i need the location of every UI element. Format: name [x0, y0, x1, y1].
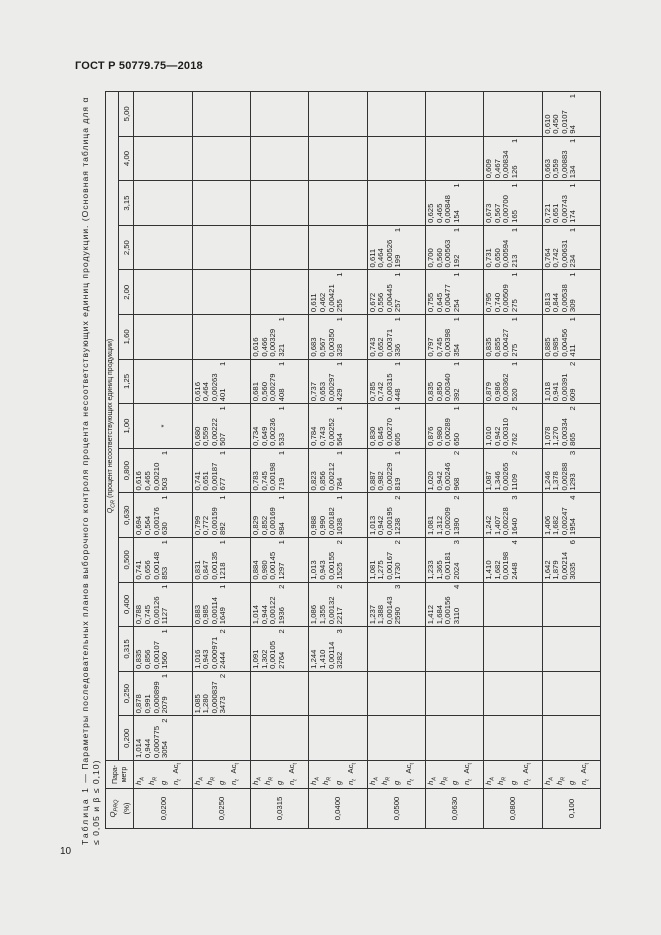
col-header-qaql: $Q_{PRQ}$ (%) [106, 789, 134, 829]
qcr-column-header: 2,00 [119, 270, 134, 315]
empty-cell [134, 92, 192, 137]
page-header: ГОСТ Р 50779.75—2018 [75, 60, 203, 72]
qcr-column-header: 0,400 [119, 582, 134, 627]
plan-cell: 0,737 0,653 0,00297 429 1 [309, 359, 367, 404]
qaql-cell: 0,100 [542, 789, 600, 829]
empty-cell [309, 92, 367, 137]
table-row [134, 92, 192, 829]
plan-cell: 0,783 0,745 0,00198 719 1 [251, 448, 309, 493]
plan-cell: 0,883 0,985 0,00114 1649 1 [192, 582, 250, 627]
ac-label: $Ac_t$ [520, 763, 533, 774]
empty-cell [192, 181, 250, 226]
param-label: g [275, 780, 285, 785]
param-labels-cell [192, 761, 250, 789]
qcr-column-header: 1,60 [119, 315, 134, 360]
plan-cell: 0,663 0,559 0,00883 134 1 [542, 136, 600, 181]
empty-cell [542, 582, 600, 627]
param-label: $h_A$ [192, 777, 205, 785]
plan-cell: 1,237 1,388 0,00143 2590 3 [367, 582, 425, 627]
qcr-column-header: 0,200 [119, 716, 134, 761]
table-caption [80, 91, 102, 845]
caption-text: — Параметры последовательных планов выборочного контроля процента несоответствующих единиц продукции. (Основная таблица для α ≤ 0,05 и β ≤ 0,10) [80, 96, 101, 845]
plan-cell: 0,616 0,465 0,00210 503 1 [134, 448, 192, 493]
plan-cell: 0,741 0,656 0,00148 853 1 [134, 538, 192, 583]
plan-cell: 1,086 1,355 0,00132 2217 2 [309, 582, 367, 627]
plan-cell: 1,014 0,944 0,000775 3054 2 [134, 716, 192, 761]
plan-cell: 1,233 1,365 0,00181 2024 3 [425, 538, 483, 583]
plan-cell: 0,784 0,743 0,00252 564 1 [309, 404, 367, 449]
empty-cell [425, 671, 483, 716]
ac-label: $Ac_t$ [170, 763, 183, 774]
plan-cell: 0,611 0,464 0,00526 199 1 [367, 225, 425, 270]
plan-cell: 0,611 0,462 0,00421 255 1 [309, 270, 367, 315]
param-label: $h_R$ [321, 776, 333, 785]
qaql-cell: 0,0800 [484, 789, 542, 829]
plan-cell: 0,829 0,852 0,00169 984 1 [251, 493, 309, 538]
empty-cell [134, 136, 192, 181]
ac-label: $Ac_t$ [462, 763, 474, 774]
param-label: $h_A$ [484, 777, 496, 785]
plan-cell: 1,244 1,410 0,00114 3282 3 [309, 627, 367, 672]
header-row-qcr-values [119, 92, 134, 829]
empty-cell [251, 270, 309, 315]
plan-cell: 0,700 0,560 0,00563 192 1 [425, 225, 483, 270]
empty-cell [309, 136, 367, 181]
plan-cell: 1,412 1,684 0,00156 3110 4 [425, 582, 483, 627]
plan-cell: 0,788 0,745 0,00126 1127 1 [134, 582, 192, 627]
plan-cell: 1,020 0,942 0,00246 968 2 [425, 448, 483, 493]
plan-cell: 0,616 0,464 0,00263 401 1 [192, 359, 250, 404]
param-label: g [450, 780, 460, 785]
plan-cell: 1,242 1,407 0,00228 1640 3 [484, 493, 542, 538]
empty-cell [251, 136, 309, 181]
param-label: $h_A$ [251, 777, 263, 785]
param-label: $h_R$ [496, 776, 508, 785]
col-header-qcr: $Q_{CR}$ (процент несоответствующих единиц продукции) [106, 92, 119, 761]
qcr-column-header: 0,315 [119, 627, 134, 672]
plan-cell: 0,988 0,990 0,00182 1038 1 [309, 493, 367, 538]
plan-cell: 0,830 0,845 0,00270 605 1 [367, 404, 425, 449]
empty-cell [192, 92, 250, 137]
plan-cell: 0,797 0,745 0,00398 354 1 [425, 315, 483, 360]
plan-cell: 1,081 1,275 0,00167 1730 2 [367, 538, 425, 583]
plan-cell: 0,673 0,567 0,00700 165 1 [484, 181, 542, 226]
empty-cell [309, 225, 367, 270]
qaql-cell: 0,0500 [367, 789, 425, 829]
plan-cell: 0,680 0,559 0,00222 507 1 [192, 404, 250, 449]
plan-cell: 1,018 0,941 0,00391 609 2 [542, 359, 600, 404]
param-label: g [216, 780, 226, 785]
param-labels-cell [251, 761, 309, 789]
param-label: $h_A$ [425, 777, 438, 785]
param-label: $h_R$ [204, 776, 217, 785]
plan-cell: 1,013 0,943 0,00155 1525 2 [309, 538, 367, 583]
plan-cell: 1,246 1,378 0,00288 1293 3 [542, 448, 600, 493]
param-label: $n_t$ [287, 779, 299, 785]
qaql-cell: 0,0630 [425, 789, 483, 829]
param-label: g [158, 780, 168, 785]
param-labels-cell [367, 761, 425, 789]
qcr-column-header: 4,00 [119, 136, 134, 181]
plan-cell: 0,694 0,564 0,00176 630 1 [134, 493, 192, 538]
plan-cell: 0,885 0,985 0,00456 411 1 [542, 315, 600, 360]
param-labels-cell [309, 761, 367, 789]
plan-cell: 1,085 1,280 0,000837 3473 2 [192, 671, 250, 716]
plan-cell: 0,764 0,742 0,00631 234 1 [542, 225, 600, 270]
empty-cell [192, 225, 250, 270]
param-label: $n_t$ [229, 779, 241, 785]
plan-cell: 0,609 0,467 0,00834 126 1 [484, 136, 542, 181]
plan-cell: 0,741 0,651 0,00187 677 1 [192, 448, 250, 493]
empty-cell [192, 270, 250, 315]
qcr-column-header: 5,00 [119, 92, 134, 137]
empty-cell [367, 136, 425, 181]
empty-cell [309, 181, 367, 226]
param-label: $n_t$ [462, 779, 474, 785]
param-labels-cell [425, 761, 483, 789]
empty-cell [192, 136, 250, 181]
qaql-cell: 0,0250 [192, 789, 250, 829]
plan-cell: 0,799 0,772 0,00159 892 1 [192, 493, 250, 538]
param-labels-cell [484, 761, 542, 789]
param-label: $n_t$ [520, 779, 533, 785]
caption-label: Таблица 1 [80, 786, 90, 845]
empty-cell [309, 716, 367, 761]
ac-label: $Ac_t$ [404, 763, 416, 774]
qaql-cell: 0,0200 [134, 789, 192, 829]
param-label: $n_t$ [404, 779, 416, 785]
plan-cell: 0,823 0,856 0,00212 784 1 [309, 448, 367, 493]
empty-cell [484, 92, 542, 137]
empty-cell [134, 181, 192, 226]
plan-cell: 0,878 0,991 0,000899 2079 1 [134, 671, 192, 716]
plan-cell: 0,681 0,560 0,00279 408 1 [251, 359, 309, 404]
empty-cell [367, 181, 425, 226]
empty-cell [251, 716, 309, 761]
ac-label: $Ac_t$ [345, 763, 358, 774]
plan-cell: 1,081 1,312 0,00209 1390 2 [425, 493, 483, 538]
param-label: $h_A$ [309, 777, 321, 785]
table-row [309, 92, 367, 829]
plan-cell: 0,672 0,556 0,00445 257 1 [367, 270, 425, 315]
empty-cell [425, 716, 483, 761]
plan-cell: 0,835 0,855 0,00427 275 1 [484, 315, 542, 360]
param-label: $h_R$ [379, 776, 392, 785]
plan-cell: 0,721 0,651 0,00743 174 1 [542, 181, 600, 226]
plan-cell: 1,087 1,346 0,00265 1109 2 [484, 448, 542, 493]
empty-cell [192, 315, 250, 360]
empty-cell [484, 671, 542, 716]
table-row [484, 92, 542, 829]
empty-cell [542, 671, 600, 716]
empty-cell [484, 582, 542, 627]
param-label: $h_A$ [134, 777, 146, 785]
plan-cell: 0,876 0,980 0,00289 650 1 [425, 404, 483, 449]
plan-cell: 0,731 0,650 0,00594 213 1 [484, 225, 542, 270]
empty-cell [134, 315, 192, 360]
qcr-column-header: 1,25 [119, 359, 134, 404]
param-label: g [508, 780, 518, 785]
plan-cell: 1,091 1,302 0,00105 2764 2 [251, 627, 309, 672]
param-label: $n_t$ [170, 779, 183, 785]
plan-cell: 1,010 0,942 0,00310 762 2 [484, 404, 542, 449]
param-label: $h_A$ [367, 777, 380, 785]
table-row [192, 92, 250, 829]
param-label: $h_R$ [263, 776, 275, 785]
table-row [425, 92, 483, 829]
plan-cell: 1,014 0,944 0,00122 1936 2 [251, 582, 309, 627]
empty-cell [542, 716, 600, 761]
header-row-1 [106, 92, 119, 829]
empty-cell [425, 627, 483, 672]
plan-cell: 0,785 0,742 0,00315 448 1 [367, 359, 425, 404]
plan-cell: 0,884 0,980 0,00145 1297 1 [251, 538, 309, 583]
asterisk-mark: * [134, 404, 192, 449]
param-label: g [566, 780, 576, 785]
page-number: 10 [60, 846, 72, 857]
empty-cell [367, 716, 425, 761]
empty-cell [484, 627, 542, 672]
param-label: $h_A$ [542, 777, 555, 785]
plan-cell: 0,879 0,986 0,00362 520 1 [484, 359, 542, 404]
param-label: $h_R$ [438, 776, 450, 785]
plan-cell: 0,835 0,856 0,00107 1560 1 [134, 627, 192, 672]
empty-cell [309, 671, 367, 716]
ac-label: $Ac_t$ [287, 763, 299, 774]
empty-cell [484, 716, 542, 761]
empty-cell [425, 92, 483, 137]
empty-cell [134, 359, 192, 404]
table-row [367, 92, 425, 829]
empty-cell [367, 671, 425, 716]
plan-cell: 1,410 1,682 0,00198 2448 4 [484, 538, 542, 583]
param-label: $h_R$ [146, 776, 159, 785]
plan-cell: 1,016 0,943 0,000971 2444 2 [192, 627, 250, 672]
qcr-column-header: 3,15 [119, 181, 134, 226]
empty-cell [425, 136, 483, 181]
qaql-cell: 0,0400 [309, 789, 367, 829]
empty-cell [134, 270, 192, 315]
param-label: g [333, 780, 343, 785]
plan-cell: 1,642 1,879 0,00214 3035 6 [542, 538, 600, 583]
qcr-column-header: 0,800 [119, 448, 134, 493]
plan-cell: 0,616 0,466 0,00329 321 1 [251, 315, 309, 360]
qcr-column-header: 1,00 [119, 404, 134, 449]
param-label: g [391, 780, 401, 785]
ac-label: $Ac_t$ [578, 763, 591, 774]
plan-cell: 1,013 0,942 0,00195 1238 2 [367, 493, 425, 538]
plan-cell: 0,813 0,844 0,00538 309 1 [542, 270, 600, 315]
param-labels-cell [134, 761, 192, 789]
param-label: $n_t$ [578, 779, 591, 785]
plan-cell: 0,887 0,982 0,00229 819 1 [367, 448, 425, 493]
empty-cell [542, 627, 600, 672]
plan-cell: 0,795 0,740 0,00509 275 1 [484, 270, 542, 315]
empty-cell [251, 92, 309, 137]
param-label: $h_R$ [554, 776, 567, 785]
plan-cell: 0,734 0,649 0,00236 533 1 [251, 404, 309, 449]
qaql-cell: 0,0315 [251, 789, 309, 829]
plan-cell: 0,755 0,645 0,00477 254 1 [425, 270, 483, 315]
empty-cell [251, 181, 309, 226]
table-row [542, 92, 600, 829]
sampling-plan-table [105, 91, 601, 829]
plan-cell: 0,831 0,847 0,00135 1218 1 [192, 538, 250, 583]
rotated-table-block [80, 91, 601, 845]
plan-cell: 0,610 0,450 0,0107 94 1 [542, 92, 600, 137]
empty-cell [192, 716, 250, 761]
plan-cell: 0,835 0,850 0,00340 392 1 [425, 359, 483, 404]
table-row [251, 92, 309, 829]
plan-cell: 1,078 1,270 0,00334 865 2 [542, 404, 600, 449]
empty-cell [134, 225, 192, 270]
plan-cell: 1,406 1,682 0,00247 1954 4 [542, 493, 600, 538]
qcr-column-header: 0,500 [119, 538, 134, 583]
empty-cell [367, 92, 425, 137]
empty-cell [367, 627, 425, 672]
plan-cell: 0,743 0,652 0,00371 336 1 [367, 315, 425, 360]
plan-cell: 0,625 0,465 0,00848 154 1 [425, 181, 483, 226]
empty-cell [251, 671, 309, 716]
qcr-column-header: 2,50 [119, 225, 134, 270]
qcr-column-header: 0,250 [119, 671, 134, 716]
empty-cell [251, 225, 309, 270]
plan-cell: 0,683 0,567 0,00350 328 1 [309, 315, 367, 360]
param-label: $n_t$ [345, 779, 358, 785]
param-labels-cell [542, 761, 600, 789]
col-header-param: Пара-метр [106, 761, 134, 789]
qcr-column-header: 0,630 [119, 493, 134, 538]
ac-label: $Ac_t$ [229, 763, 241, 774]
